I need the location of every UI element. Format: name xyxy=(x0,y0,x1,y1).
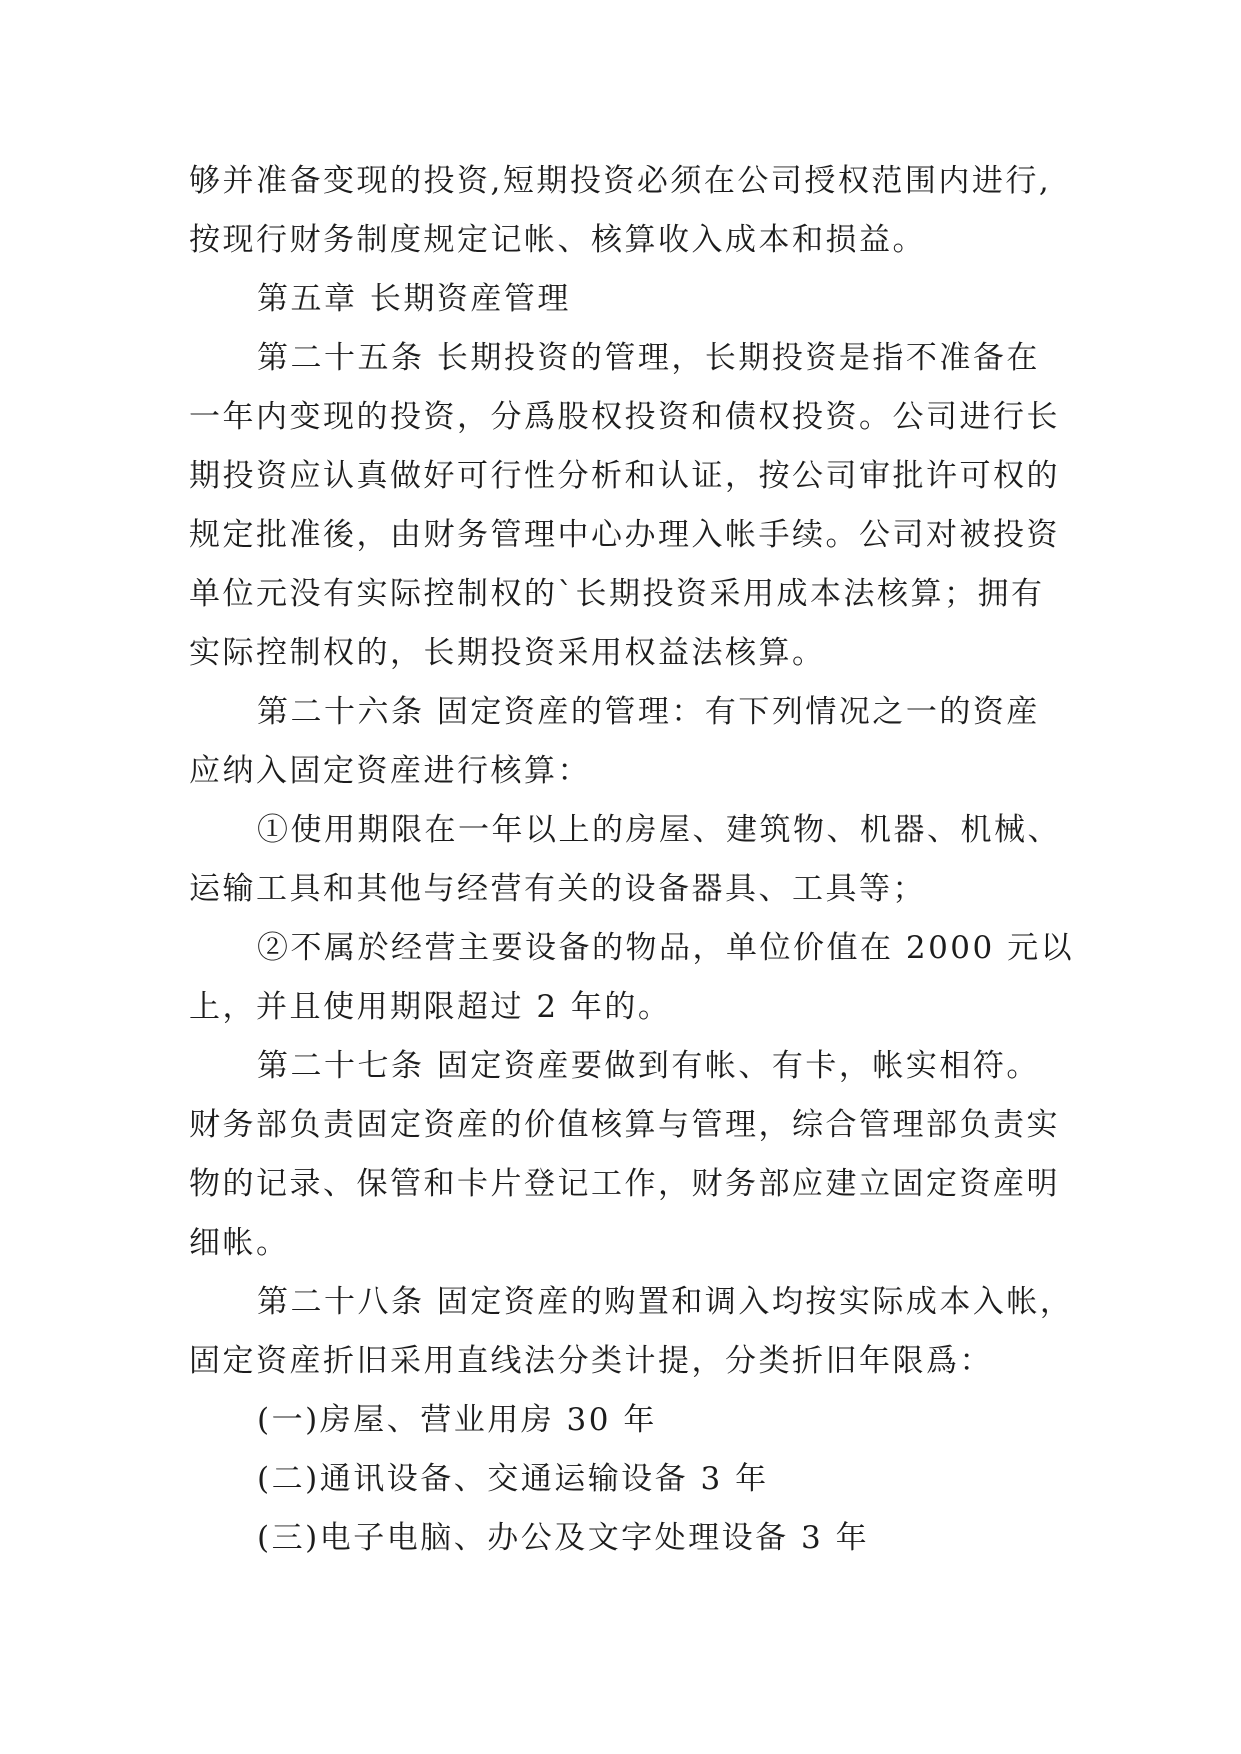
text-line: ①使用期限在一年以上的房屋、建筑物、机器、机械、 xyxy=(257,812,1061,848)
article-25 xyxy=(189,329,1079,683)
article-26 xyxy=(189,683,1079,801)
chapter-heading xyxy=(189,270,1079,329)
text-line: (三)电子电脑、办公及文字处理设备 3 年 xyxy=(257,1520,870,1556)
text-line: 应纳入固定资産进行核算： xyxy=(189,753,591,789)
text-line: 细帐。 xyxy=(189,1225,290,1261)
text-line: 规定批准後，由财务管理中心办理入帐手续。公司对被投资 xyxy=(189,517,1060,553)
article-28 xyxy=(189,1273,1079,1391)
document-body xyxy=(189,152,1079,1568)
text-line: 物的记录、保管和卡片登记工作，财务部应建立固定资産明 xyxy=(189,1166,1060,1202)
article-27 xyxy=(189,1037,1079,1273)
text-line: 够并准备变现的投资,短期投资必须在公司授权范围内进行, xyxy=(189,163,1052,199)
text-line: 第二十八条 固定资産的购置和调入均按实际成本入帐， xyxy=(257,1284,1074,1320)
text-line: 财务部负责固定资産的价值核算与管理，综合管理部负责实 xyxy=(189,1107,1060,1143)
text-line: 第五章 长期资産管理 xyxy=(257,281,571,317)
text-line: 期投资应认真做好可行性分析和认证，按公司审批许可权的 xyxy=(189,458,1060,494)
text-line: 第二十五条 长期投资的管理，长期投资是指不准备在 xyxy=(257,340,1040,376)
text-line: 第二十七条 固定资産要做到有帐、有卡，帐实相符。 xyxy=(257,1048,1040,1084)
list-item-2 xyxy=(189,919,1079,1037)
paragraph-continuation xyxy=(189,152,1079,270)
text-line: 第二十六条 固定资産的管理：有下列情况之一的资産 xyxy=(257,694,1040,730)
list-item-1 xyxy=(189,801,1079,919)
text-line: 实际控制权的，长期投资采用权益法核算。 xyxy=(189,635,826,671)
text-line: ②不属於经营主要设备的物品，单位价值在 2000 元以 xyxy=(257,930,1075,966)
text-line: (一)房屋、营业用房 30 年 xyxy=(257,1402,657,1438)
text-line: (二)通讯设备、交通运输设备 3 年 xyxy=(257,1461,769,1497)
text-line: 一年内变现的投资，分爲股权投资和债权投资。公司进行长 xyxy=(189,399,1060,435)
text-line: 按现行财务制度规定记帐、核算收入成本和损益。 xyxy=(189,222,926,258)
depreciation-item-2 xyxy=(189,1450,1079,1509)
text-line: 运输工具和其他与经营有关的设备器具、工具等； xyxy=(189,871,926,907)
text-line: 上，并且使用期限超过 2 年的。 xyxy=(189,989,672,1025)
depreciation-item-1 xyxy=(189,1391,1079,1450)
text-line: 单位元没有实际控制权的`长期投资采用成本法核算；拥有 xyxy=(189,576,1045,612)
text-line: 固定资産折旧采用直线法分类计提，分类折旧年限爲： xyxy=(189,1343,993,1379)
depreciation-item-3 xyxy=(189,1509,1079,1568)
